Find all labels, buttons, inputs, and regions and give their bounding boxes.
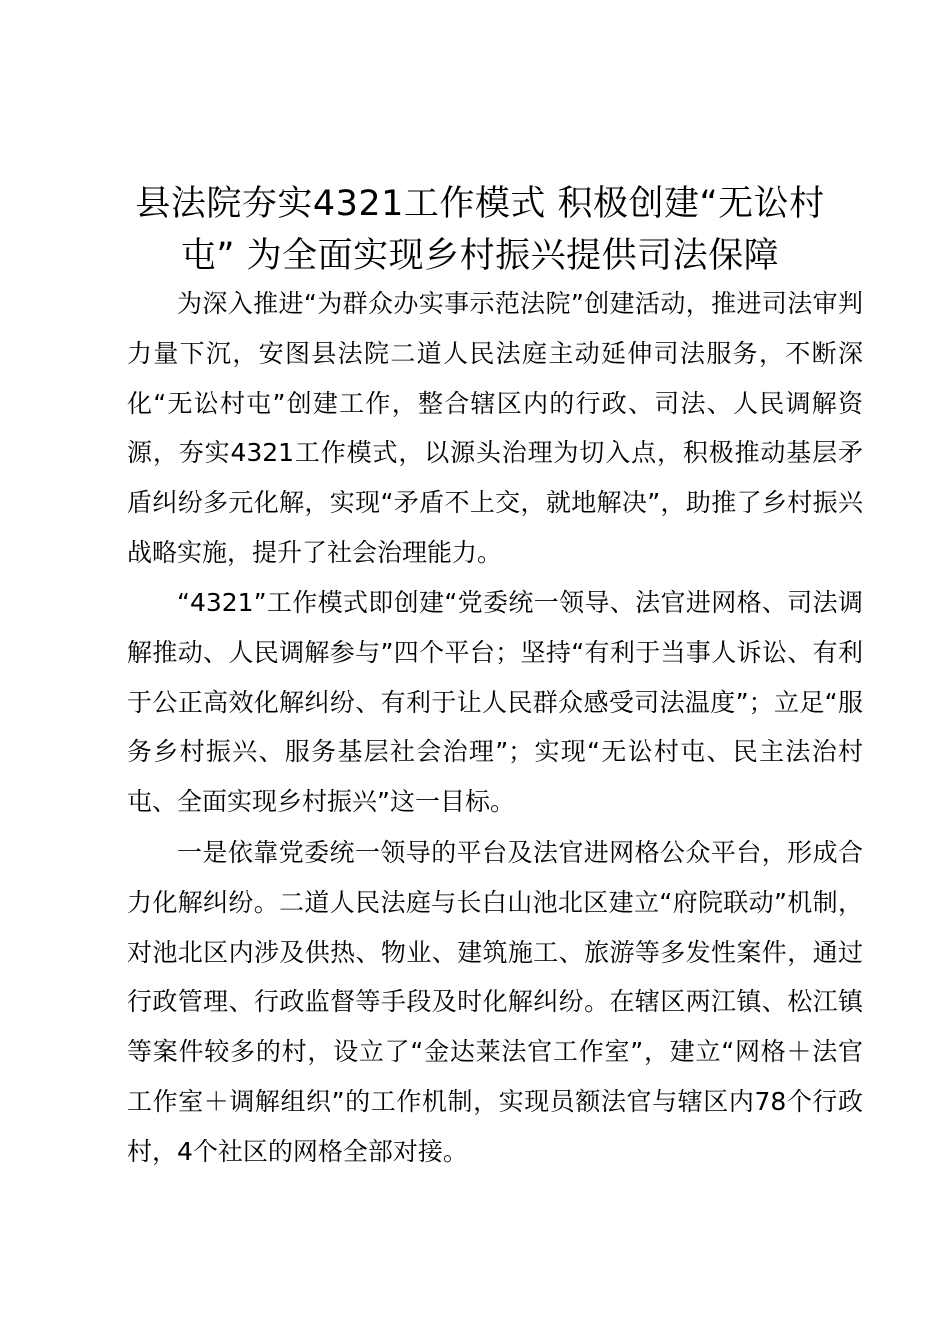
paragraph-intro: 为深入推进“为群众办实事示范法院”创建活动，推进司法审判力量下沉，安图县法院二道人民法庭主动延伸司法服务，不断深化“无讼村屯”创建工作，整合辖区内的行政、司法、人民调解资源，夯实4321工作模式，以源头治理为切入点，积极推动基层矛盾纠纷多元化解，实现“矛盾不上交，就地解决”，助推了乡村振兴战略实施，提升了社会治理能力。 xyxy=(127,289,863,567)
document-title: 县法院夯实4321工作模式 积极创建“无讼村屯” 为全面实现乡村振兴提供司法保障 xyxy=(135,184,825,276)
paragraph-party-leadership: 一是依靠党委统一领导的平台及法官进网格公众平台，形成合力化解纠纷。二道人民法庭与长白山池北区建立“府院联动”机制，对池北区内涉及供热、物业、建筑施工、旅游等多发性案件，通过行政管理、行政监督等手段及时化解纠纷。在辖区两江镇、松江镇等案件较多的村，设立了“金达莱法官工作室”，建立“网格＋法官工作室＋调解组织”的工作机制，实现员额法官与辖区内78个行政村，4个社区的网格全部对接。 xyxy=(127,838,863,1166)
paragraph-model-definition: “4321”工作模式即创建“党委统一领导、法官进网格、司法调解推动、人民调解参与”四个平台；坚持“有利于当事人诉讼、有利于公正高效化解纠纷、有利于让人民群众感受司法温度”；立足“服务乡村振兴、服务基层社会治理”；实现“无讼村屯、民主法治村屯、全面实现乡村振兴”这一目标。 xyxy=(127,588,863,817)
